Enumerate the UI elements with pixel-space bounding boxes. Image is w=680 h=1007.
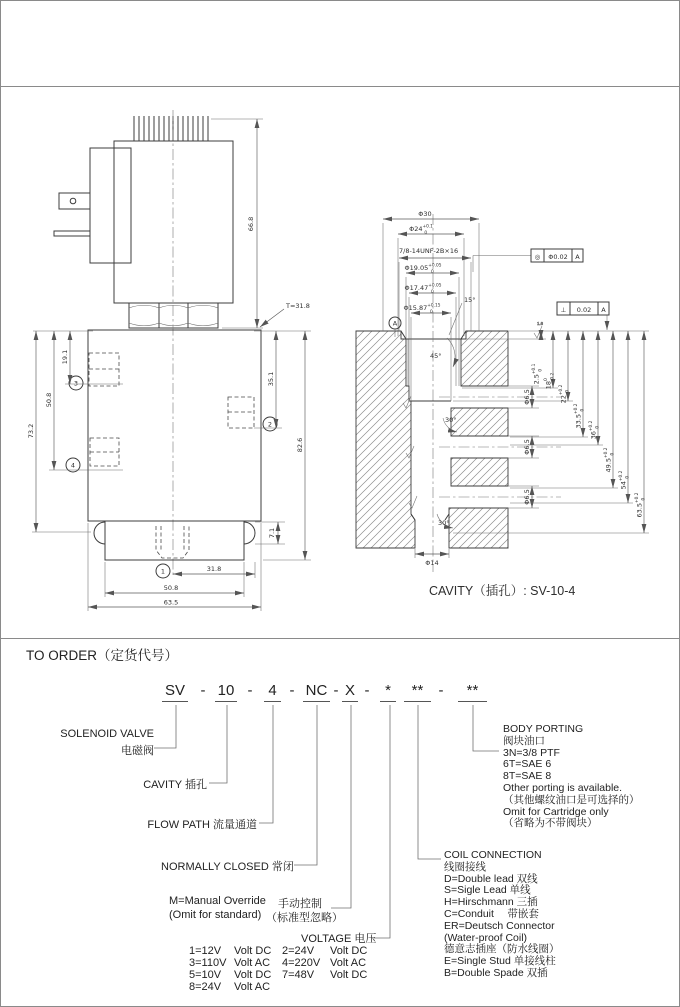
svg-text:30°: 30° (445, 416, 457, 424)
dim-thread: 7/8-14UNF-2B×16 (399, 247, 459, 255)
svg-text:1: 1 (160, 567, 166, 576)
coil-option: B=Double Spade 双插 (444, 966, 548, 979)
porting-option: 6T=SAE 6 (503, 758, 552, 771)
dim-depth-1: $18^0-0.2$ (544, 372, 556, 390)
coil-option: S=Sigle Lead 单线 (444, 884, 531, 897)
coil-connection-title: COIL CONNECTION (444, 849, 542, 861)
label-voltage-title: VOLTAGE 电压 (301, 933, 377, 945)
svg-text:45°: 45° (430, 352, 442, 360)
svg-text:◎: ◎ (534, 252, 541, 261)
solenoid-valve-view (27, 110, 311, 611)
coil-connection-block (444, 850, 560, 980)
coil-option: H=Hirschmann 三插 (444, 896, 538, 909)
hex-nut (129, 303, 218, 328)
code-dash-6: - (438, 682, 444, 699)
label-manual-override-en1: M=Manual Override (169, 895, 266, 907)
label-solenoid-valve-en: SOLENOID VALVE (60, 728, 154, 740)
label-normally-closed: NORMALLY CLOSED 常闭 (161, 861, 294, 873)
port-2-thread (228, 397, 254, 428)
valve-body (88, 330, 261, 560)
dim-depth-2: $22^{+0.2}0$ (559, 384, 571, 404)
dim-pilot-hole (415, 549, 449, 567)
voltage-row: 8=24V Volt AC (189, 981, 271, 993)
label-cavity: CAVITY 插孔 (143, 779, 207, 791)
coil-connector (90, 148, 131, 263)
svg-text:Φ14: Φ14 (425, 559, 439, 567)
voltage-row: 1=12V Volt DC 2=24V Volt DC (189, 945, 368, 957)
dim-depth-0: $2.5^{+0.1}0$ (532, 363, 544, 385)
svg-text:Φ6.5: Φ6.5 (523, 439, 531, 455)
svg-text:50.8: 50.8 (163, 584, 179, 592)
port-4-thread (90, 438, 119, 466)
port-3-thread (89, 353, 119, 386)
dim-coil-height (211, 119, 263, 328)
svg-text:31.8: 31.8 (206, 565, 222, 573)
code-token-x: X (342, 682, 358, 702)
label-flow-path: FLOW PATH 流量通道 (147, 819, 257, 831)
port-number-3 (69, 376, 83, 390)
porting-option: 8T=SAE 8 (503, 770, 552, 783)
dim-depth-6: $54^{+0.2}0$ (619, 470, 631, 490)
coil-option: (Water-proof Coil) (444, 931, 528, 944)
porting-option: Omit for Cartridge only (503, 805, 609, 818)
coil-option: D=Double lead 双线 (444, 872, 538, 885)
body-porting-block (503, 724, 640, 830)
cavity-caption: CAVITY（插孔）: SV-10-4 (429, 584, 576, 598)
coil-connection-title-cn: 线圈接线 (444, 860, 486, 873)
gdt-perpendicularity-frame (557, 302, 609, 330)
svg-text:A: A (575, 252, 580, 261)
svg-text:1.6: 1.6 (537, 321, 543, 326)
chamfer-15 (449, 296, 476, 335)
dim-dia1747: $\Phi 17.47^{+0.05}$ 0 (404, 283, 442, 295)
svg-text:Φ0.02: Φ0.02 (548, 252, 568, 261)
code-dash-4: - (333, 682, 339, 699)
coil-option: C=Conduit 带嵌套 (444, 907, 539, 920)
connector-spade-terminal (54, 193, 90, 236)
port-1-thread (156, 526, 189, 558)
svg-text:⊥: ⊥ (560, 305, 567, 314)
dim-dia24: $\Phi 24^{+0.1}$ 0 (409, 224, 433, 236)
gdt-concentricity-frame (473, 249, 583, 272)
svg-text:66.8: 66.8 (247, 216, 255, 232)
code-token-porting-stars: ** (458, 682, 487, 702)
order-heading: TO ORDER（定货代号） (26, 648, 179, 663)
label-solenoid-valve-cn: 电磁阀 (121, 745, 154, 757)
dim-left-stack (27, 331, 123, 532)
dim-dia1587: $\Phi 15.87^{+0.15}$ 0 (403, 303, 441, 315)
code-token-sv: SV (162, 682, 188, 702)
svg-text:2: 2 (267, 420, 273, 429)
coil-body (114, 141, 233, 303)
code-token-10: 10 (215, 682, 237, 702)
svg-text:35.1: 35.1 (267, 371, 275, 387)
label-manual-override-cn1: 手动控制 (278, 898, 322, 910)
svg-text:63.5: 63.5 (163, 598, 179, 607)
svg-text:T=31.8: T=31.8 (286, 302, 310, 310)
dim-bottom-stack (88, 523, 261, 611)
dim-depth-5: $49.5^{+0.2}0$ (604, 447, 616, 473)
coil-option: 德意志插座（防水线圈） (444, 943, 560, 956)
svg-text:A: A (392, 319, 398, 328)
svg-text:19.1: 19.1 (61, 349, 69, 365)
porting-option: Other porting is available. (503, 781, 623, 794)
code-dash-3: - (289, 682, 295, 699)
cavity-section-view (356, 210, 649, 598)
coil-option: E=Single Stud 单接线柱 (444, 955, 556, 968)
dim-dia1905: $\Phi 19.05^{+0.05}$ 0 (404, 263, 442, 275)
code-token-4: 4 (264, 682, 281, 702)
porting-option: （其他螺纹油口是可选择的） (503, 793, 640, 806)
svg-text:3: 3 (73, 379, 79, 388)
porting-option: 3N=3/8 PTF (503, 746, 560, 759)
body-porting-title-cn: 阀块油口 (503, 734, 545, 747)
label-manual-override-cn2: （标准型忽略） (266, 912, 343, 924)
code-token-voltage-star: * (380, 682, 396, 702)
voltage-row: 3=110V Volt AC 4=220V Volt AC (189, 957, 367, 969)
svg-text:15°: 15° (464, 296, 476, 304)
svg-text:0.02: 0.02 (576, 305, 592, 314)
dim-right-stack (254, 331, 311, 560)
coil-fins (134, 116, 208, 141)
svg-text:7.1: 7.1 (268, 527, 276, 539)
dim-depth-3: $33.5^{+0.2}0$ (574, 403, 586, 429)
svg-text:Φ6.5: Φ6.5 (523, 489, 531, 505)
voltage-row: 5=10V Volt DC 7=48V Volt DC (189, 969, 368, 981)
coil-option: ER=Deutsch Connector (444, 919, 555, 932)
port-number-2 (263, 417, 277, 431)
svg-text:82.6: 82.6 (296, 437, 304, 453)
dim-depth-7: $63.5^{+0.2}0$ (635, 492, 647, 518)
svg-text:30°: 30° (438, 519, 450, 527)
dim-depth-4: $36^{+0.2}0$ (589, 420, 601, 440)
svg-text:50.8: 50.8 (45, 392, 53, 408)
svg-text:73.2: 73.2 (27, 423, 35, 439)
cavity-block (356, 331, 508, 548)
porting-option: （省略为不带阀块） (503, 817, 598, 830)
svg-text:A: A (601, 305, 606, 314)
port-number-1 (156, 564, 170, 578)
svg-text:4: 4 (70, 461, 76, 470)
body-porting-title: BODY PORTING (503, 723, 584, 735)
dim-dia30: Φ30 (418, 210, 432, 218)
code-token-nc: NC (303, 682, 330, 702)
technical-drawing (1, 86, 680, 638)
code-token-coil-stars: ** (404, 682, 431, 702)
code-dash-1: - (200, 682, 206, 699)
code-dash-5: - (364, 682, 370, 699)
dim-hex-flat (260, 302, 310, 327)
svg-text:Φ6.5: Φ6.5 (523, 389, 531, 405)
code-dash-2: - (247, 682, 253, 699)
label-manual-override-en2: (Omit for standard) (169, 909, 262, 921)
